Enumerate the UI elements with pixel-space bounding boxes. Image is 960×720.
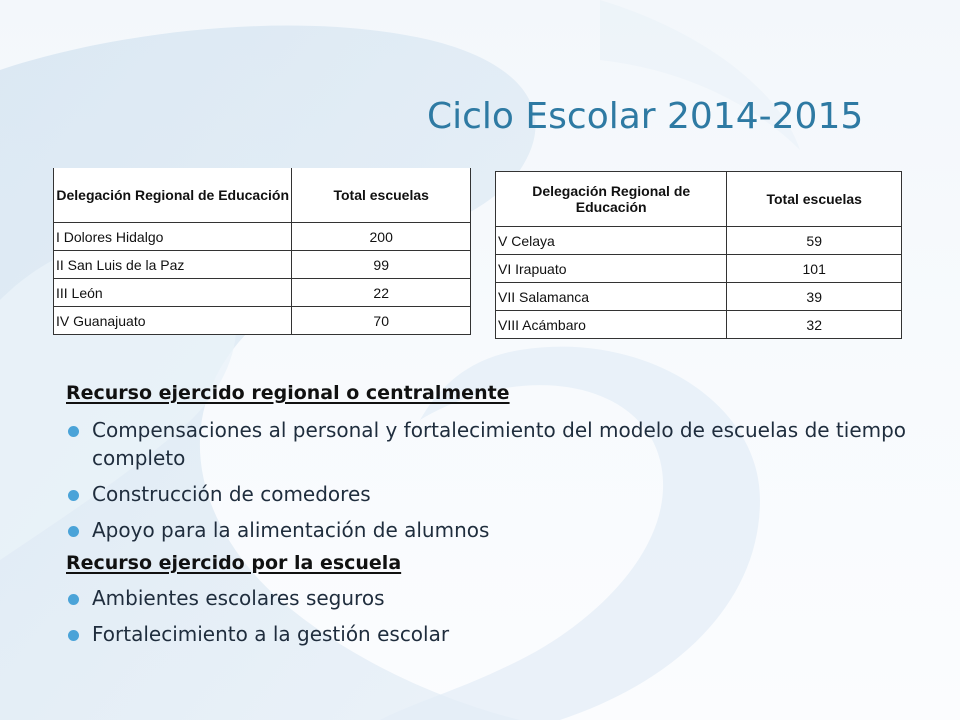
- list-item-text: Compensaciones al personal y fortalecimiento del modelo de escuelas de tiempo completo: [92, 418, 907, 470]
- total-cell: 99: [292, 251, 471, 279]
- region-cell: VII Salamanca: [496, 283, 727, 311]
- table-row: [54, 223, 471, 251]
- bullet-list-school: [66, 584, 926, 648]
- total-cell: 59: [727, 227, 902, 255]
- list-item-text: Fortalecimiento a la gestión escolar: [92, 622, 450, 646]
- region-cell: VIII Acámbaro: [496, 311, 727, 339]
- list-item-text: Construcción de comedores: [92, 482, 371, 506]
- column-header-region: Delegación Regional de Educación: [496, 172, 727, 227]
- total-cell: 101: [727, 255, 902, 283]
- bullet-dot-icon: [68, 630, 79, 641]
- slide-body: [66, 380, 926, 656]
- region-cell: II San Luis de la Paz: [54, 251, 292, 279]
- list-item: [66, 480, 926, 508]
- column-header-region: Delegación Regional de Educación: [54, 168, 292, 223]
- total-cell: 22: [292, 279, 471, 307]
- regional-schools-table-2: [495, 171, 902, 339]
- region-cell: V Celaya: [496, 227, 727, 255]
- list-item: [66, 620, 926, 648]
- table-row: [496, 255, 902, 283]
- total-cell: 70: [292, 307, 471, 335]
- bullet-dot-icon: [68, 426, 79, 437]
- region-cell: I Dolores Hidalgo: [54, 223, 292, 251]
- total-cell: 200: [292, 223, 471, 251]
- column-header-total: Total escuelas: [727, 172, 902, 227]
- total-cell: 39: [727, 283, 902, 311]
- table-row: [54, 279, 471, 307]
- column-header-total: Total escuelas: [292, 168, 471, 223]
- bullet-dot-icon: [68, 594, 79, 605]
- regional-schools-table-1: [53, 168, 471, 335]
- table-header-row: [496, 172, 902, 227]
- bullet-dot-icon: [68, 490, 79, 501]
- table-row: [54, 307, 471, 335]
- table-row: [54, 251, 471, 279]
- list-item: [66, 584, 926, 612]
- region-cell: IV Guanajuato: [54, 307, 292, 335]
- table-row: [496, 227, 902, 255]
- section-heading-regional: Recurso ejercido regional o centralmente: [66, 382, 510, 404]
- table-row: [496, 311, 902, 339]
- table-header-row: [54, 168, 471, 223]
- list-item: [66, 516, 926, 544]
- region-cell: III León: [54, 279, 292, 307]
- slide-title: Ciclo Escolar 2014-2015: [427, 96, 864, 137]
- total-cell: 32: [727, 311, 902, 339]
- section-heading-school: Recurso ejercido por la escuela: [66, 552, 402, 574]
- list-item-text: Ambientes escolares seguros: [92, 586, 385, 610]
- bullet-dot-icon: [68, 526, 79, 537]
- region-cell: VI Irapuato: [496, 255, 727, 283]
- list-item: [66, 416, 926, 472]
- list-item-text: Apoyo para la alimentación de alumnos: [92, 518, 490, 542]
- bullet-list-regional: [66, 416, 926, 544]
- table-row: [496, 283, 902, 311]
